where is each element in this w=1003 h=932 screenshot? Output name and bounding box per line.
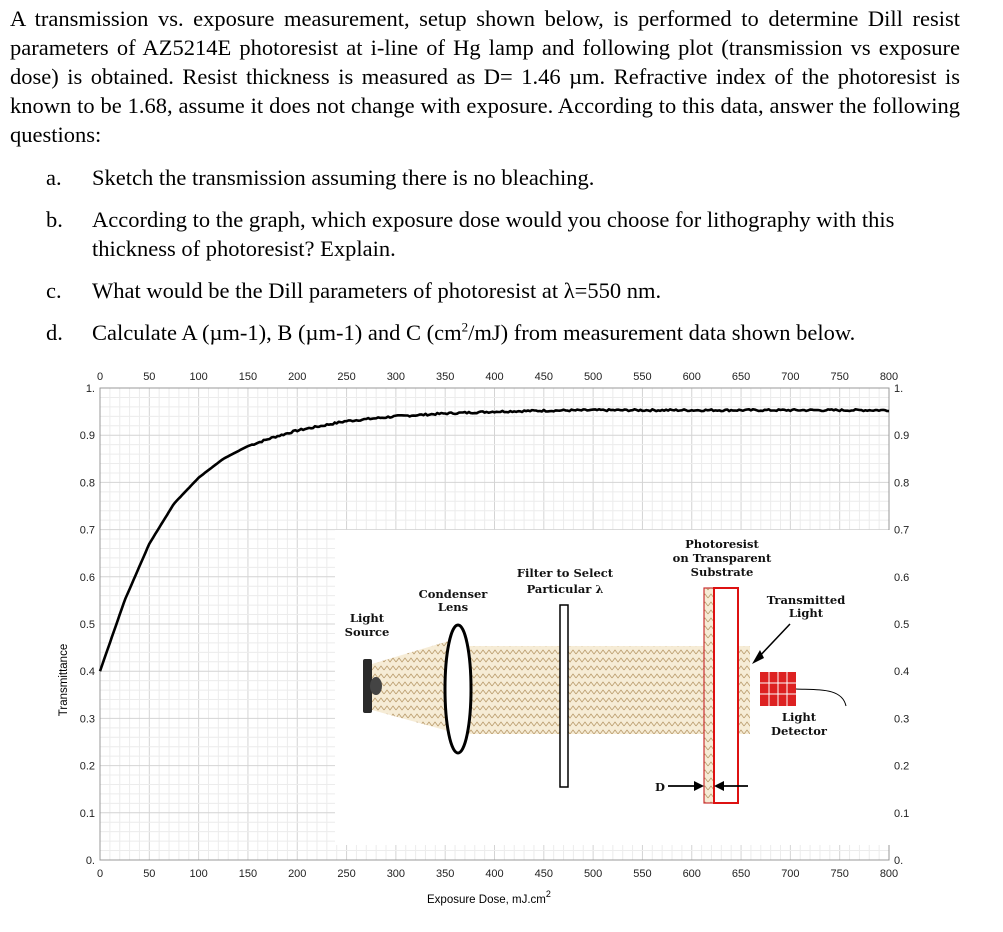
y-tick-label-left: 0.7 (79, 524, 95, 537)
x-tick-label-top: 700 (781, 371, 800, 383)
x-tick-label-bottom: 450 (534, 868, 553, 880)
y-tick-label-left: 0. (85, 855, 95, 867)
y-tick-label-right: 0.5 (894, 619, 910, 631)
x-tick-label-top: 550 (633, 371, 652, 383)
x-tick-label-bottom: 550 (633, 868, 652, 880)
y-tick-label-right: 0.8 (894, 477, 910, 490)
x-tick-label-bottom: 700 (781, 868, 800, 880)
question-c-text: What would be the Dill parameters of photoresist at λ=550 nm. (92, 278, 662, 303)
detector-label-2: Detector (771, 724, 827, 738)
y-tick-label-right: 1. (894, 383, 904, 395)
y-tick-label-right: 0.4 (894, 666, 910, 679)
x-tick-label-bottom: 500 (583, 868, 603, 880)
x-tick-label-top: 350 (436, 371, 455, 383)
x-tick-label-bottom: 350 (436, 868, 455, 880)
filter-label-1: Filter to Select (516, 566, 614, 580)
y-tick-label-left: 0.4 (79, 666, 95, 679)
y-tick-label-right: 0.3 (894, 713, 910, 726)
y-tick-label-right: 0. (894, 855, 904, 867)
x-tick-label-bottom: 50 (143, 868, 156, 880)
x-tick-label-bottom: 150 (238, 868, 258, 880)
x-tick-label-top: 100 (189, 371, 208, 383)
x-tick-label-top: 0 (96, 371, 104, 383)
thickness-label: D (655, 780, 665, 794)
x-tick-label-top: 50 (143, 371, 156, 383)
condenser-label-1: Condenser (418, 587, 488, 601)
y-tick-label-right: 0.9 (894, 430, 910, 443)
light-source-bulb (370, 677, 382, 695)
transmitted-label-2: Light (788, 606, 824, 620)
x-tick-label-bottom: 250 (337, 868, 356, 880)
y-tick-label-right: 0.1 (894, 807, 910, 820)
y-tick-label-right: 0.2 (894, 760, 910, 773)
transmitted-label-1: Transmitted (766, 593, 846, 607)
condenser-lens (445, 625, 471, 753)
x-tick-label-top: 750 (830, 371, 849, 383)
transparent-substrate (714, 588, 738, 803)
x-tick-label-bottom: 650 (731, 868, 751, 880)
question-d-text-post: /mJ) from measurement data shown below. (468, 320, 856, 345)
x-tick-label-bottom: 600 (682, 868, 701, 880)
x-tick-label-top: 500 (583, 371, 603, 383)
x-axis-label (427, 889, 551, 906)
x-tick-label-top: 150 (238, 371, 258, 383)
x-tick-label-top: 450 (534, 371, 553, 383)
x-tick-label-bottom: 750 (830, 868, 849, 880)
wavelength-filter (560, 605, 568, 787)
problem-intro: A transmission vs. exposure measurement, setup shown below, is performed to determine Dill resist parameters of AZ5214E photoresist at i-line of Hg lamp and following plot (transmission vs exposure dose) is obtained. Resist thickness is measured as D= 1.46 µm. Refractive index of the photoresist is known to be 1.68, assume it does not change with exposure. According to this data, answer the following questions: (10, 6, 960, 147)
x-tick-label-top: 300 (386, 371, 406, 383)
photoresist-label-2: on Transparent (672, 551, 772, 565)
question-b-label: b. (46, 207, 63, 232)
condenser-label-2: Lens (437, 600, 469, 614)
light-source-label-1: Light (349, 611, 385, 625)
y-tick-label-left: 0.2 (79, 760, 95, 773)
x-tick-label-bottom: 800 (879, 868, 899, 880)
y-tick-label-left: 0.3 (79, 713, 95, 726)
photoresist-layer (704, 588, 714, 803)
y-tick-label-left: 0.9 (79, 430, 95, 443)
x-axis-label-text: Exposure Dose, mJ.cm (427, 894, 546, 906)
x-tick-label-bottom: 200 (288, 868, 307, 880)
light-source-label-2: Source (344, 625, 390, 639)
question-d-text-pre: Calculate A (µm-1), B (µm-1) and C (cm (92, 320, 462, 345)
y-tick-label-right: 0.6 (894, 571, 910, 584)
x-axis-label-sup: 2 (545, 889, 551, 899)
question-a-label: a. (46, 165, 62, 190)
x-tick-label-top: 600 (682, 371, 701, 383)
question-d-text-sup: 2 (461, 319, 469, 335)
y-tick-label-left: 1. (85, 383, 95, 395)
x-tick-label-top: 250 (337, 371, 356, 383)
question-d-label: d. (46, 320, 63, 345)
x-tick-label-bottom: 100 (189, 868, 208, 880)
x-tick-label-bottom: 300 (386, 868, 406, 880)
detector-label-1: Light (781, 710, 817, 724)
photoresist-label-1: Photoresist (685, 537, 759, 551)
photoresist-label-3: Substrate (690, 565, 754, 579)
x-tick-label-bottom: 400 (485, 868, 504, 880)
x-tick-label-top: 650 (731, 371, 751, 383)
x-tick-label-bottom: 0 (96, 868, 104, 880)
x-tick-label-top: 400 (485, 371, 504, 383)
question-b-text: According to the graph, which exposure dose would you choose for lithography with this thickness of photoresist? Explain. (92, 207, 895, 261)
y-tick-label-left: 0.8 (79, 477, 95, 490)
y-tick-label-left: 0.5 (79, 619, 95, 631)
y-axis-label: Transmittance (58, 643, 70, 717)
question-c-label: c. (46, 278, 62, 303)
y-tick-label-left: 0.1 (79, 807, 95, 820)
setup-diagram (335, 530, 890, 845)
x-tick-label-top: 800 (879, 371, 899, 383)
filter-label-2: Particular λ (526, 582, 604, 596)
y-tick-label-left: 0.6 (79, 571, 95, 584)
question-a-text: Sketch the transmission assuming there is no bleaching. (92, 165, 595, 190)
x-tick-label-top: 200 (288, 371, 307, 383)
y-tick-label-right: 0.7 (894, 524, 910, 537)
